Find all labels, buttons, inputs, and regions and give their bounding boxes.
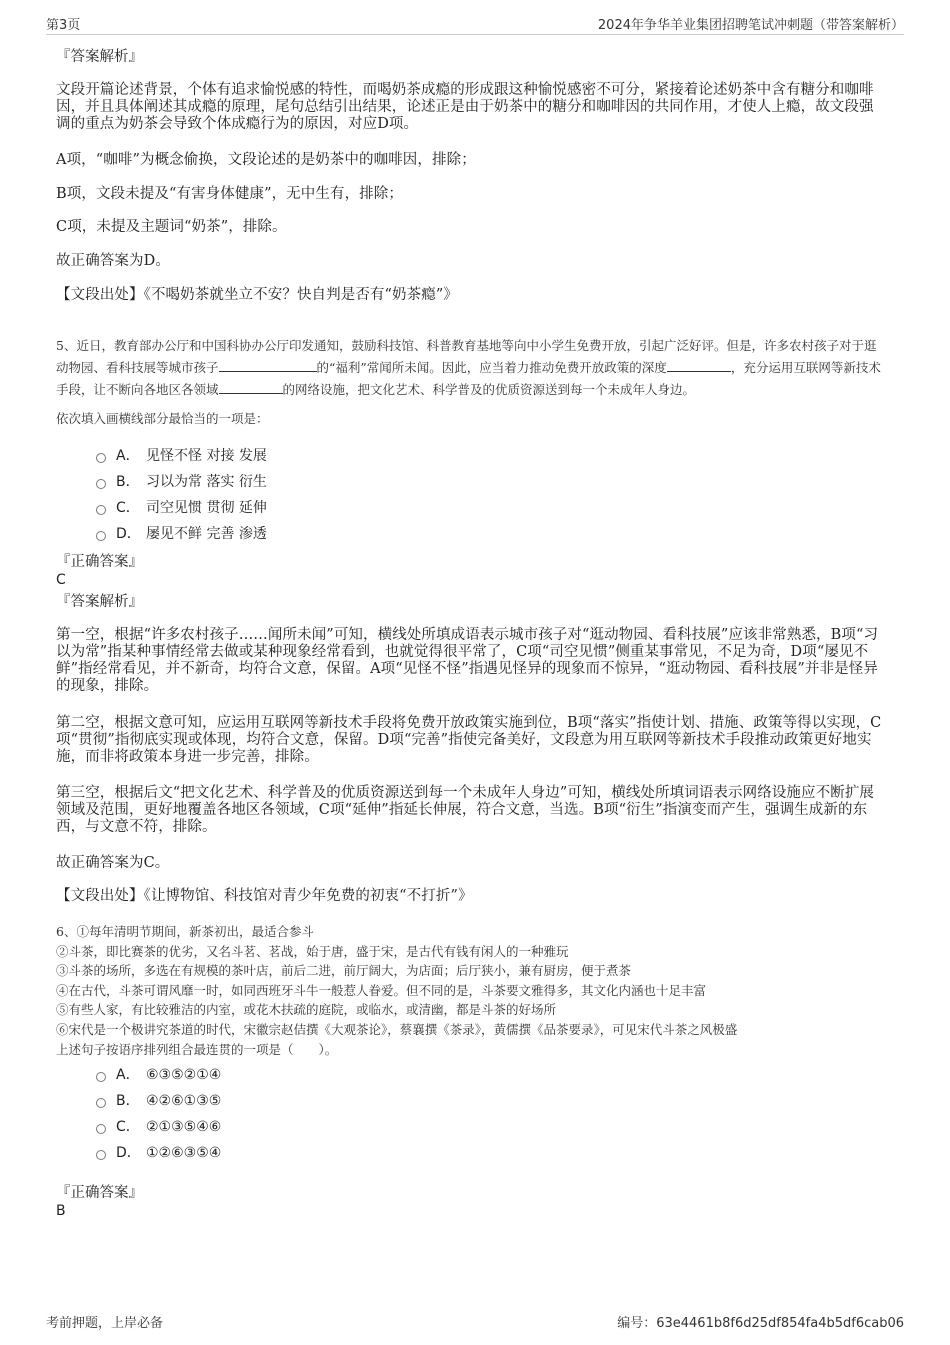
radio-icon[interactable] <box>96 479 106 489</box>
q6-stem <box>56 922 886 1059</box>
q4-option-c-analysis: C项，未提及主题词“奶茶”，排除。 <box>56 219 287 235</box>
q5-stem-part2: 的“福利”常闻所未闻。因此，应当着力推动免费开放政策的深度 <box>316 360 667 375</box>
q6-answer-label: 『正确答案』 <box>56 1185 143 1201</box>
q5-analysis-para-2: 第二空，根据文意可知，应运用互联网等新技术手段将免费开放政策实施到位，B项“落实”指使计划、措施、政策等得以实现，C项“贯彻”指彻底实现或体现，均符合文意，保留。D项“完善”指使完备美好，文段意为用互联网等新技术手段推动政策更好地实施，而非将政策本身进一步完善，排除。 <box>56 715 882 765</box>
page-header <box>46 12 904 35</box>
q5-option-b[interactable]: B． 习以为常 落实 衍生 <box>96 472 267 492</box>
footer-slogan: 考前押题，上岸必备 <box>46 1316 164 1331</box>
q5-blank-3 <box>219 381 283 394</box>
q5-prompt: 依次填入画横线部分最恰当的一项是： <box>56 411 269 426</box>
q5-stem <box>56 335 886 401</box>
radio-icon[interactable] <box>96 1072 106 1082</box>
q6-line: ④在古代，斗茶可谓风靡一时，如同西班牙斗牛一般惹人眷爱。但不同的是，斗茶要文雅得多，其文化内涵也十足丰富 <box>56 982 707 998</box>
radio-icon[interactable] <box>96 1150 106 1160</box>
radio-icon[interactable] <box>96 1098 106 1108</box>
q5-analysis-para-3: 第三空，根据后文“把文化艺术、科学普及的优质资源送到每一个未成年人身边”可知，横线处所填词语表示网络设施应不断扩展领域及范围，更好地覆盖各地区各领域，C项“延伸”指延长伸展，符合文意，当选。B项“衍生”指演变而产生，强调生成新的东西，与文意不符，排除。 <box>56 785 875 835</box>
q6-option-d[interactable]: D． ①②⑥③⑤④ <box>96 1143 221 1163</box>
q5-conclusion: 故正确答案为C。 <box>56 855 170 871</box>
q6-line: ②斗茶，即比赛茶的优劣，又名斗茗、茗战，始于唐，盛于宋，是古代有钱有闲人的一种雅玩 <box>56 943 569 959</box>
q5-answer-label: 『正确答案』 <box>56 554 143 570</box>
q5-stem-part3: ，充分运用互联网等新技术手段，让不断向各地区各领域 <box>56 360 881 397</box>
q6-option-a[interactable]: A． ⑥③⑤②①④ <box>96 1065 221 1085</box>
q5-analysis-para-1: 第一空，根据“许多农村孩子……闻所未闻”可知，横线处所填成语表示城市孩子对“逛动物园、看科技展”应该非常熟悉，B项“习以为常”指某种事情经常去做或某种现象经常看到，也就觉得很平常了，C项“司空见惯”侧重某事常见，不足为奇，D项“屡见不鲜”指经常看见，并不新奇，均符合文意，保留。A项“见怪不怪”指遇见怪异的现象而不惊异，“逛动物园、看科技展”并非是怪异的现象，排除。 <box>56 627 879 694</box>
q6-line: ⑥宋代是一个极讲究茶道的时代，宋徽宗赵佶撰《大观茶论》，蔡襄撰《茶录》，黄儒撰《品茶要录》，可见宋代斗茶之风极盛 <box>56 1021 738 1037</box>
q4-analysis-label: 『答案解析』 <box>56 49 143 65</box>
q5-blank-1 <box>219 359 317 372</box>
radio-icon[interactable] <box>96 453 106 463</box>
q4-source: 【文段出处】《不喝奶茶就坐立不安？快自判是否有“奶茶瘾”》 <box>56 287 458 303</box>
radio-icon[interactable] <box>96 531 106 541</box>
q6-answer: B <box>56 1203 66 1219</box>
q6-option-c[interactable]: C． ②①③⑤④⑥ <box>96 1117 221 1137</box>
q6-line: 6、①每年清明节期间，新茶初出，最适合参斗 <box>56 924 314 939</box>
page-number: 第3页 <box>46 18 81 33</box>
q5-option-d[interactable]: D． 屡见不鲜 完善 渗透 <box>96 524 267 544</box>
q5-source: 【文段出处】《让博物馆、科技馆对青少年免费的初衷“不打折”》 <box>56 888 473 904</box>
document-title: 2024年争华羊业集团招聘笔试冲刺题（带答案解析） <box>597 18 904 33</box>
q5-stem-part1: 5、近日，教育部办公厅和中国科协办公厅印发通知，鼓励科技馆、科普教育基地等向中小学生免费开放，引起广泛好评。但是，许多农村孩子对于逛动物园、看科技展等城市孩子 <box>56 338 877 375</box>
radio-icon[interactable] <box>96 1124 106 1134</box>
q6-line: ⑤有些人家，有比较雅洁的内室，或花木扶疏的庭院，或临水，或清幽，都是斗茶的好场所 <box>56 1002 557 1018</box>
q5-answer: C <box>56 572 66 588</box>
document-serial: 编号：63e4461b8f6d25df854fa4b5df6cab06 <box>617 1316 904 1331</box>
q5-option-a[interactable]: A． 见怪不怪 对接 发展 <box>96 446 267 466</box>
q4-analysis-para: 文段开篇论述背景，个体有追求愉悦感的特性，而喝奶茶成瘾的形成跟这种愉悦感密不可分，紧接着论述奶茶中含有糖分和咖啡因，并且具体阐述其成瘾的原理，尾句总结引出结果，论述正是由于奶茶中的糖分和咖啡因的共同作用，才使人上瘾，故文段强调的重点为奶茶会导致个体成瘾行为的原因，对应D项。 <box>56 82 874 132</box>
q6-prompt: 上述句子按语序排列组合最连贯的一项是（ ）。 <box>56 1041 338 1057</box>
q4-conclusion: 故正确答案为D。 <box>56 253 170 269</box>
q5-stem-part4: 的网络设施，把文化艺术、科学普及的优质资源送到每一个未成年人身边。 <box>282 382 696 397</box>
q6-line: ③斗茶的场所，多选在有规模的茶叶店，前后二进，前厅阔大，为店面；后厅狭小，兼有厨房，便于煮茶 <box>56 963 632 979</box>
page-footer <box>46 1310 904 1330</box>
q4-option-b-analysis: B项，文段未提及“有害身体健康”，无中生有，排除； <box>56 186 403 202</box>
radio-icon[interactable] <box>96 505 106 515</box>
q5-analysis-label: 『答案解析』 <box>56 594 143 610</box>
q6-option-b[interactable]: B． ④②⑥①③⑤ <box>96 1091 221 1111</box>
q4-option-a-analysis: A项，“咖啡”为概念偷换，文段论述的是奶茶中的咖啡因，排除； <box>56 152 476 168</box>
q5-blank-2 <box>667 359 731 372</box>
q5-option-c[interactable]: C． 司空见惯 贯彻 延伸 <box>96 498 267 518</box>
